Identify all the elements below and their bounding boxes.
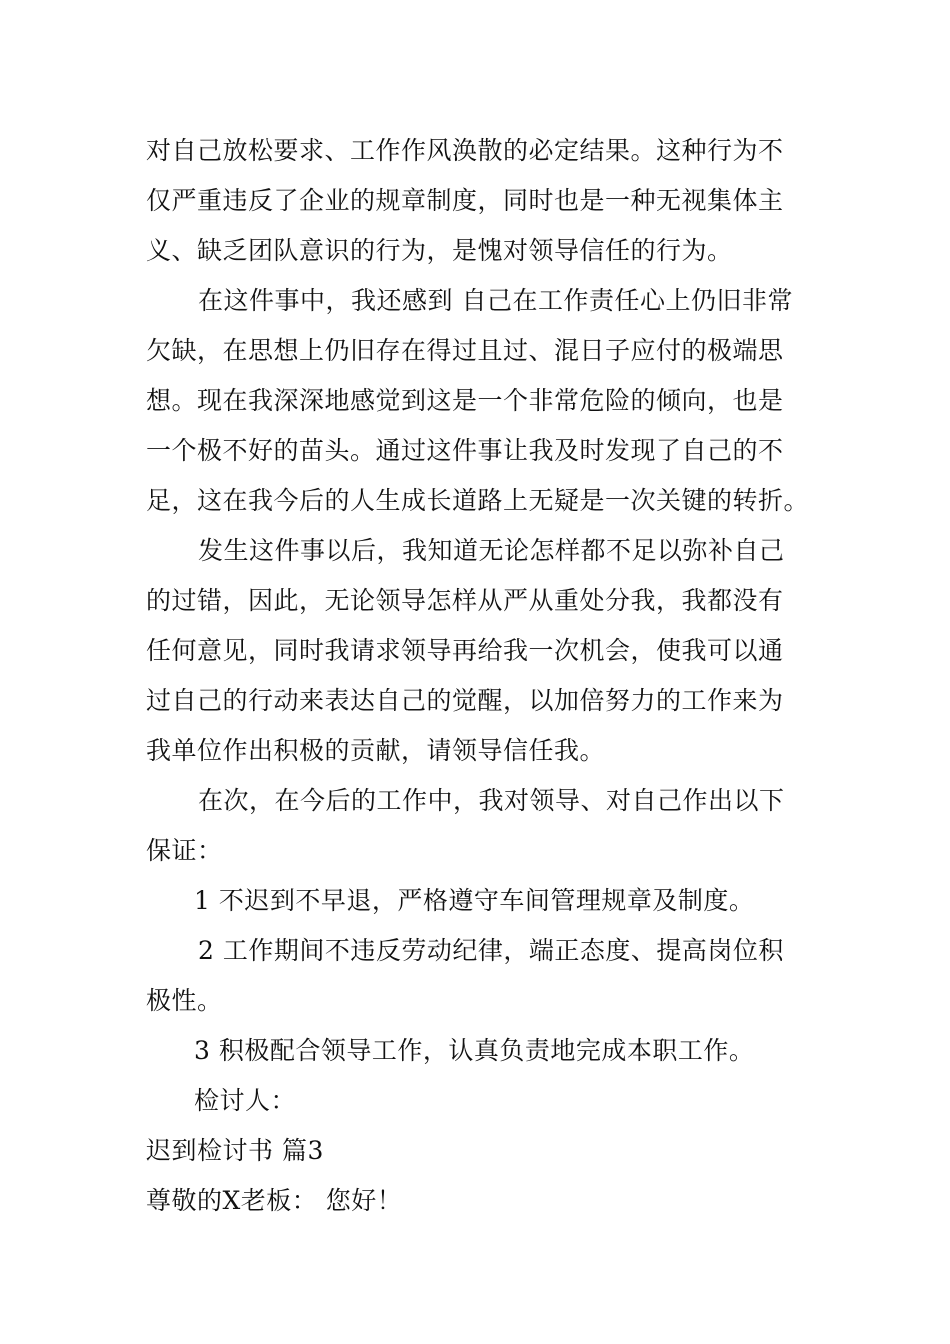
paragraph-first-line: 发生这件事以后，我知道无论怎样都不足以弥补自己 (198, 536, 785, 565)
list-item-2: 2 工作期间不违反劳动纪律，端正态度、提高岗位积 (198, 936, 784, 965)
text-line: 对自己放松要求、工作作风涣散的必定结果。这种行为不 (146, 136, 784, 165)
text-line: 一个极不好的苗头。通过这件事让我及时发现了自己的不 (146, 436, 784, 465)
text-line: 足，这在我今后的人生成长道路上无疑是一次关键的转折。 (146, 486, 810, 515)
paragraph-first-line: 在次，在今后的工作中，我对领导、对自己作出以下 (198, 786, 785, 815)
text-line: 保证： (146, 836, 223, 865)
paragraph-first-line: 在这件事中，我还感到 自己在工作责任心上仍旧非常 (198, 286, 793, 315)
signature-label: 检讨人： (194, 1086, 297, 1115)
text-line: 想。现在我深深地感觉到这是一个非常危险的倾向，也是 (146, 386, 784, 415)
salutation: 尊敬的X老板： 您好！ (146, 1186, 403, 1215)
text-line: 极性。 (146, 986, 223, 1015)
list-item-3: 3 积极配合领导工作，认真负责地完成本职工作。 (194, 1036, 755, 1065)
text-line: 我单位作出积极的贡献，请领导信任我。 (146, 736, 606, 765)
text-line: 过自己的行动来表达自己的觉醒，以加倍努力的工作来为 (146, 686, 784, 715)
list-item-1: 1 不迟到不早退，严格遵守车间管理规章及制度。 (194, 886, 755, 915)
text-line: 任何意见，同时我请求领导再给我一次机会，使我可以通 (146, 636, 784, 665)
text-line: 义、缺乏团队意识的行为，是愧对领导信任的行为。 (146, 236, 733, 265)
text-line: 欠缺，在思想上仍旧存在得过且过、混日子应付的极端思 (146, 336, 784, 365)
text-line: 仅严重违反了企业的规章制度，同时也是一种无视集体主 (146, 186, 784, 215)
text-line: 的过错，因此，无论领导怎样从严从重处分我，我都没有 (146, 586, 784, 615)
section-heading: 迟到检讨书 篇3 (146, 1136, 324, 1165)
